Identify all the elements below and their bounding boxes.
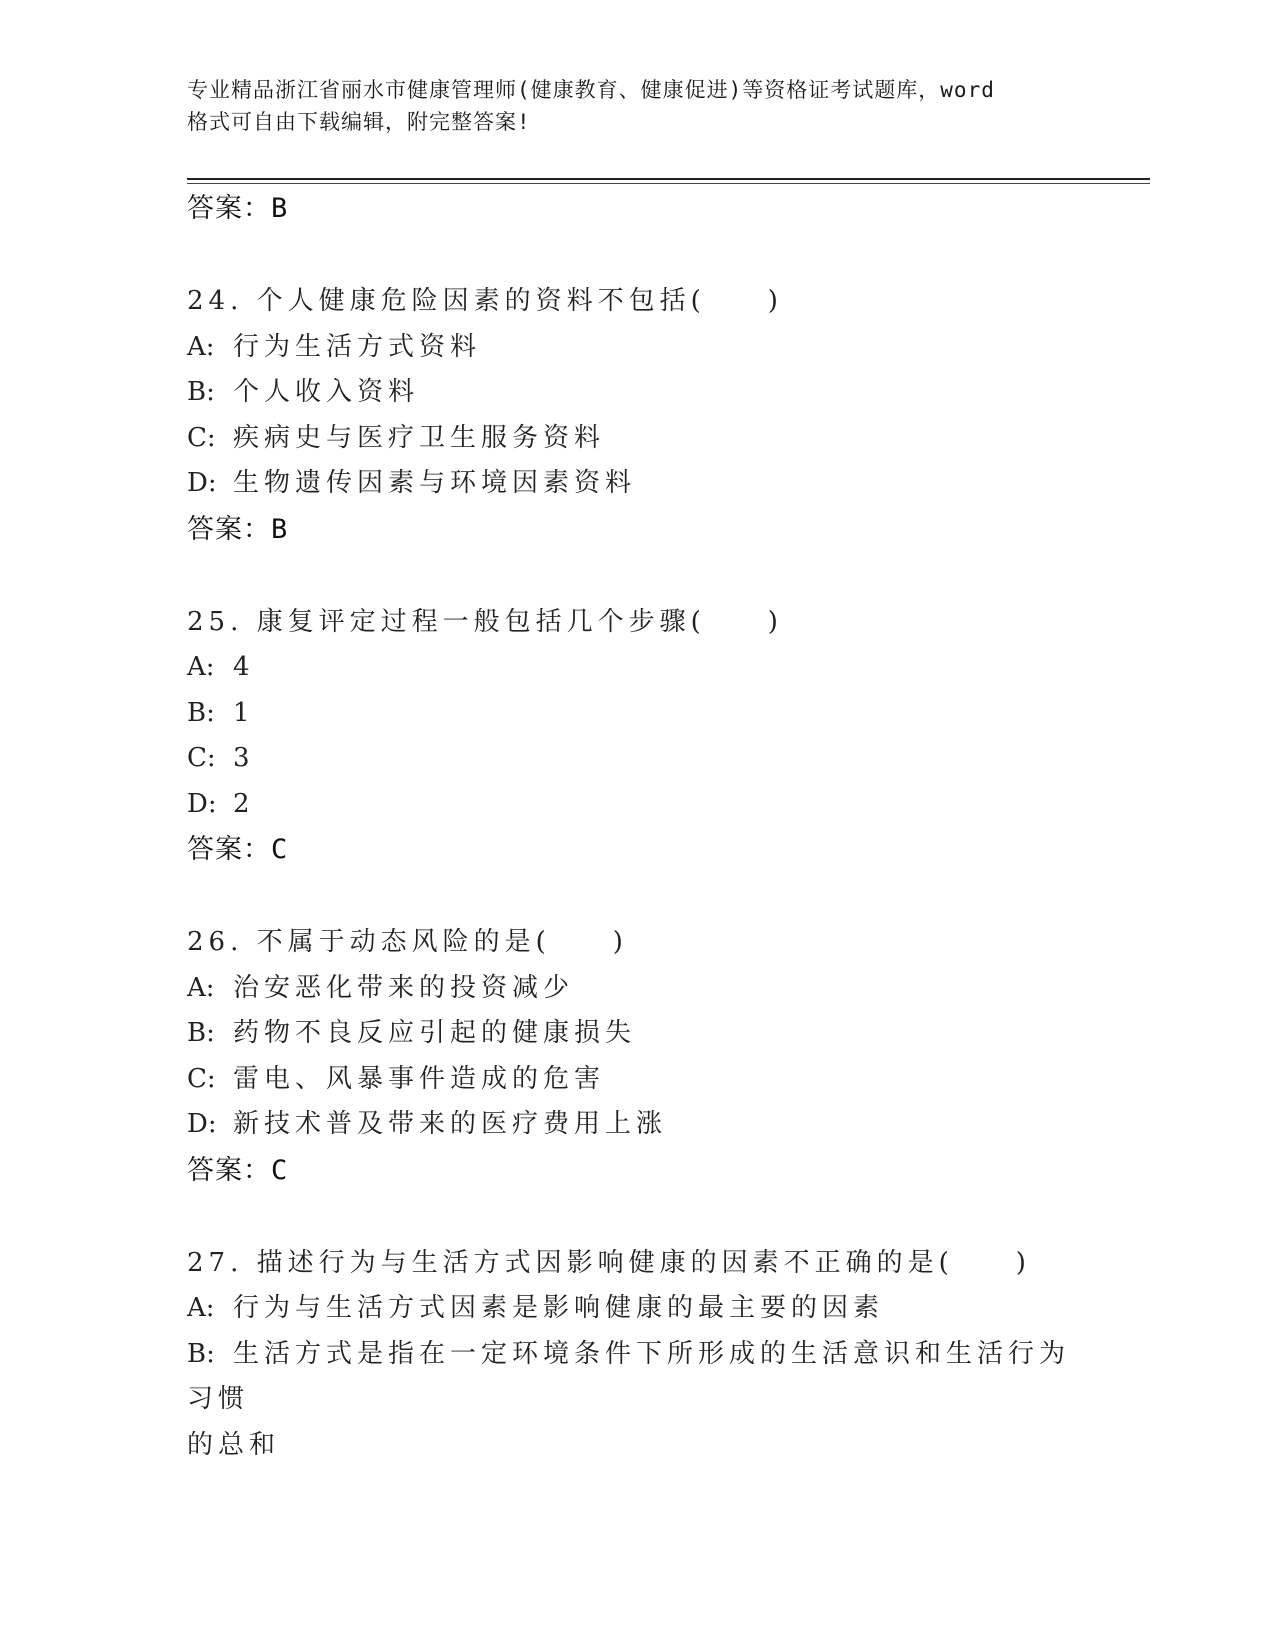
option-text: 1: [233, 697, 255, 728]
option-text: 新技术普及带来的医疗费用上涨: [233, 1109, 668, 1139]
option-text: 4: [233, 652, 255, 682]
option-b: [187, 370, 1087, 416]
spacer: [187, 232, 1087, 279]
option-d: [187, 782, 1087, 828]
option-text: 生物遗传因素与环境因素资料: [233, 468, 637, 498]
option-c: [187, 416, 1087, 462]
question-25: [187, 600, 1087, 874]
option-b: [187, 1332, 1087, 1423]
option-text: 生活方式是指在一定环境条件下所形成的生活意识和生活行为习惯: [187, 1338, 1071, 1414]
option-label: B:: [187, 697, 215, 728]
option-c: [187, 1057, 1087, 1103]
question-list: [187, 186, 1087, 1468]
option-text: 雷电、风暴事件造成的危害: [233, 1063, 606, 1094]
question-26: [187, 920, 1087, 1194]
question-stem: 26. 不属于动态风险的是( ): [187, 927, 628, 957]
option-label: B:: [187, 1018, 215, 1048]
option-text: 疾病史与医疗卫生服务资料: [233, 422, 606, 453]
option-d: [187, 461, 1087, 507]
header-divider-thick: [187, 178, 1150, 180]
option-c: [187, 736, 1087, 782]
option-label: D:: [187, 788, 217, 819]
question-27: [187, 1241, 1087, 1469]
option-label: C:: [187, 1063, 216, 1094]
header-line-2: 格式可自由下载编辑，附完整答案!: [187, 110, 531, 134]
option-b: [187, 1011, 1087, 1057]
question-24: [187, 279, 1087, 553]
option-b: [187, 691, 1087, 737]
option-a: [187, 325, 1087, 371]
option-text: 行为与生活方式因素是影响健康的最主要的因素: [233, 1293, 885, 1323]
question-stem: 27. 描述行为与生活方式因影响健康的因素不正确的是( ): [187, 1247, 1031, 1278]
option-label: D:: [187, 468, 217, 498]
option-label: A:: [187, 972, 215, 1003]
answer-line: 答案：C: [187, 834, 289, 865]
option-d: [187, 1102, 1087, 1148]
option-text: 治安恶化带来的投资减少: [233, 972, 575, 1003]
option-label: B:: [187, 377, 215, 407]
option-text: 药物不良反应引起的健康损失: [233, 1018, 637, 1048]
option-label: B:: [187, 1338, 215, 1369]
option-a: [187, 645, 1087, 691]
option-continuation: 的总和: [187, 1429, 281, 1460]
option-label: C:: [187, 422, 216, 453]
option-a: [187, 1286, 1087, 1332]
option-text: 个人收入资料: [233, 377, 420, 407]
option-text: 3: [233, 743, 255, 773]
spacer: [187, 553, 1087, 600]
document-header: [187, 74, 1087, 138]
option-label: A:: [187, 1293, 215, 1323]
question-stem: 25. 康复评定过程一般包括几个步骤( ): [187, 606, 783, 637]
option-a: [187, 966, 1087, 1012]
option-label: D:: [187, 1109, 217, 1139]
answer-line: 答案：B: [187, 513, 289, 545]
header-divider-thin: [187, 183, 1150, 184]
answer-line: 答案：C: [187, 1154, 289, 1186]
option-label: C:: [187, 743, 216, 773]
option-label: A:: [187, 331, 215, 362]
option-text: 行为生活方式资料: [233, 331, 482, 362]
spacer: [187, 873, 1087, 920]
option-text: 2: [233, 788, 255, 819]
answer-line: 答案：B: [187, 193, 289, 224]
option-label: A:: [187, 652, 215, 682]
header-line-1: 专业精品浙江省丽水市健康管理师(健康教育、健康促进)等资格证考试题库，word: [187, 78, 995, 102]
spacer: [187, 1194, 1087, 1241]
question-stem: 24. 个人健康危险因素的资料不包括( ): [187, 286, 783, 316]
